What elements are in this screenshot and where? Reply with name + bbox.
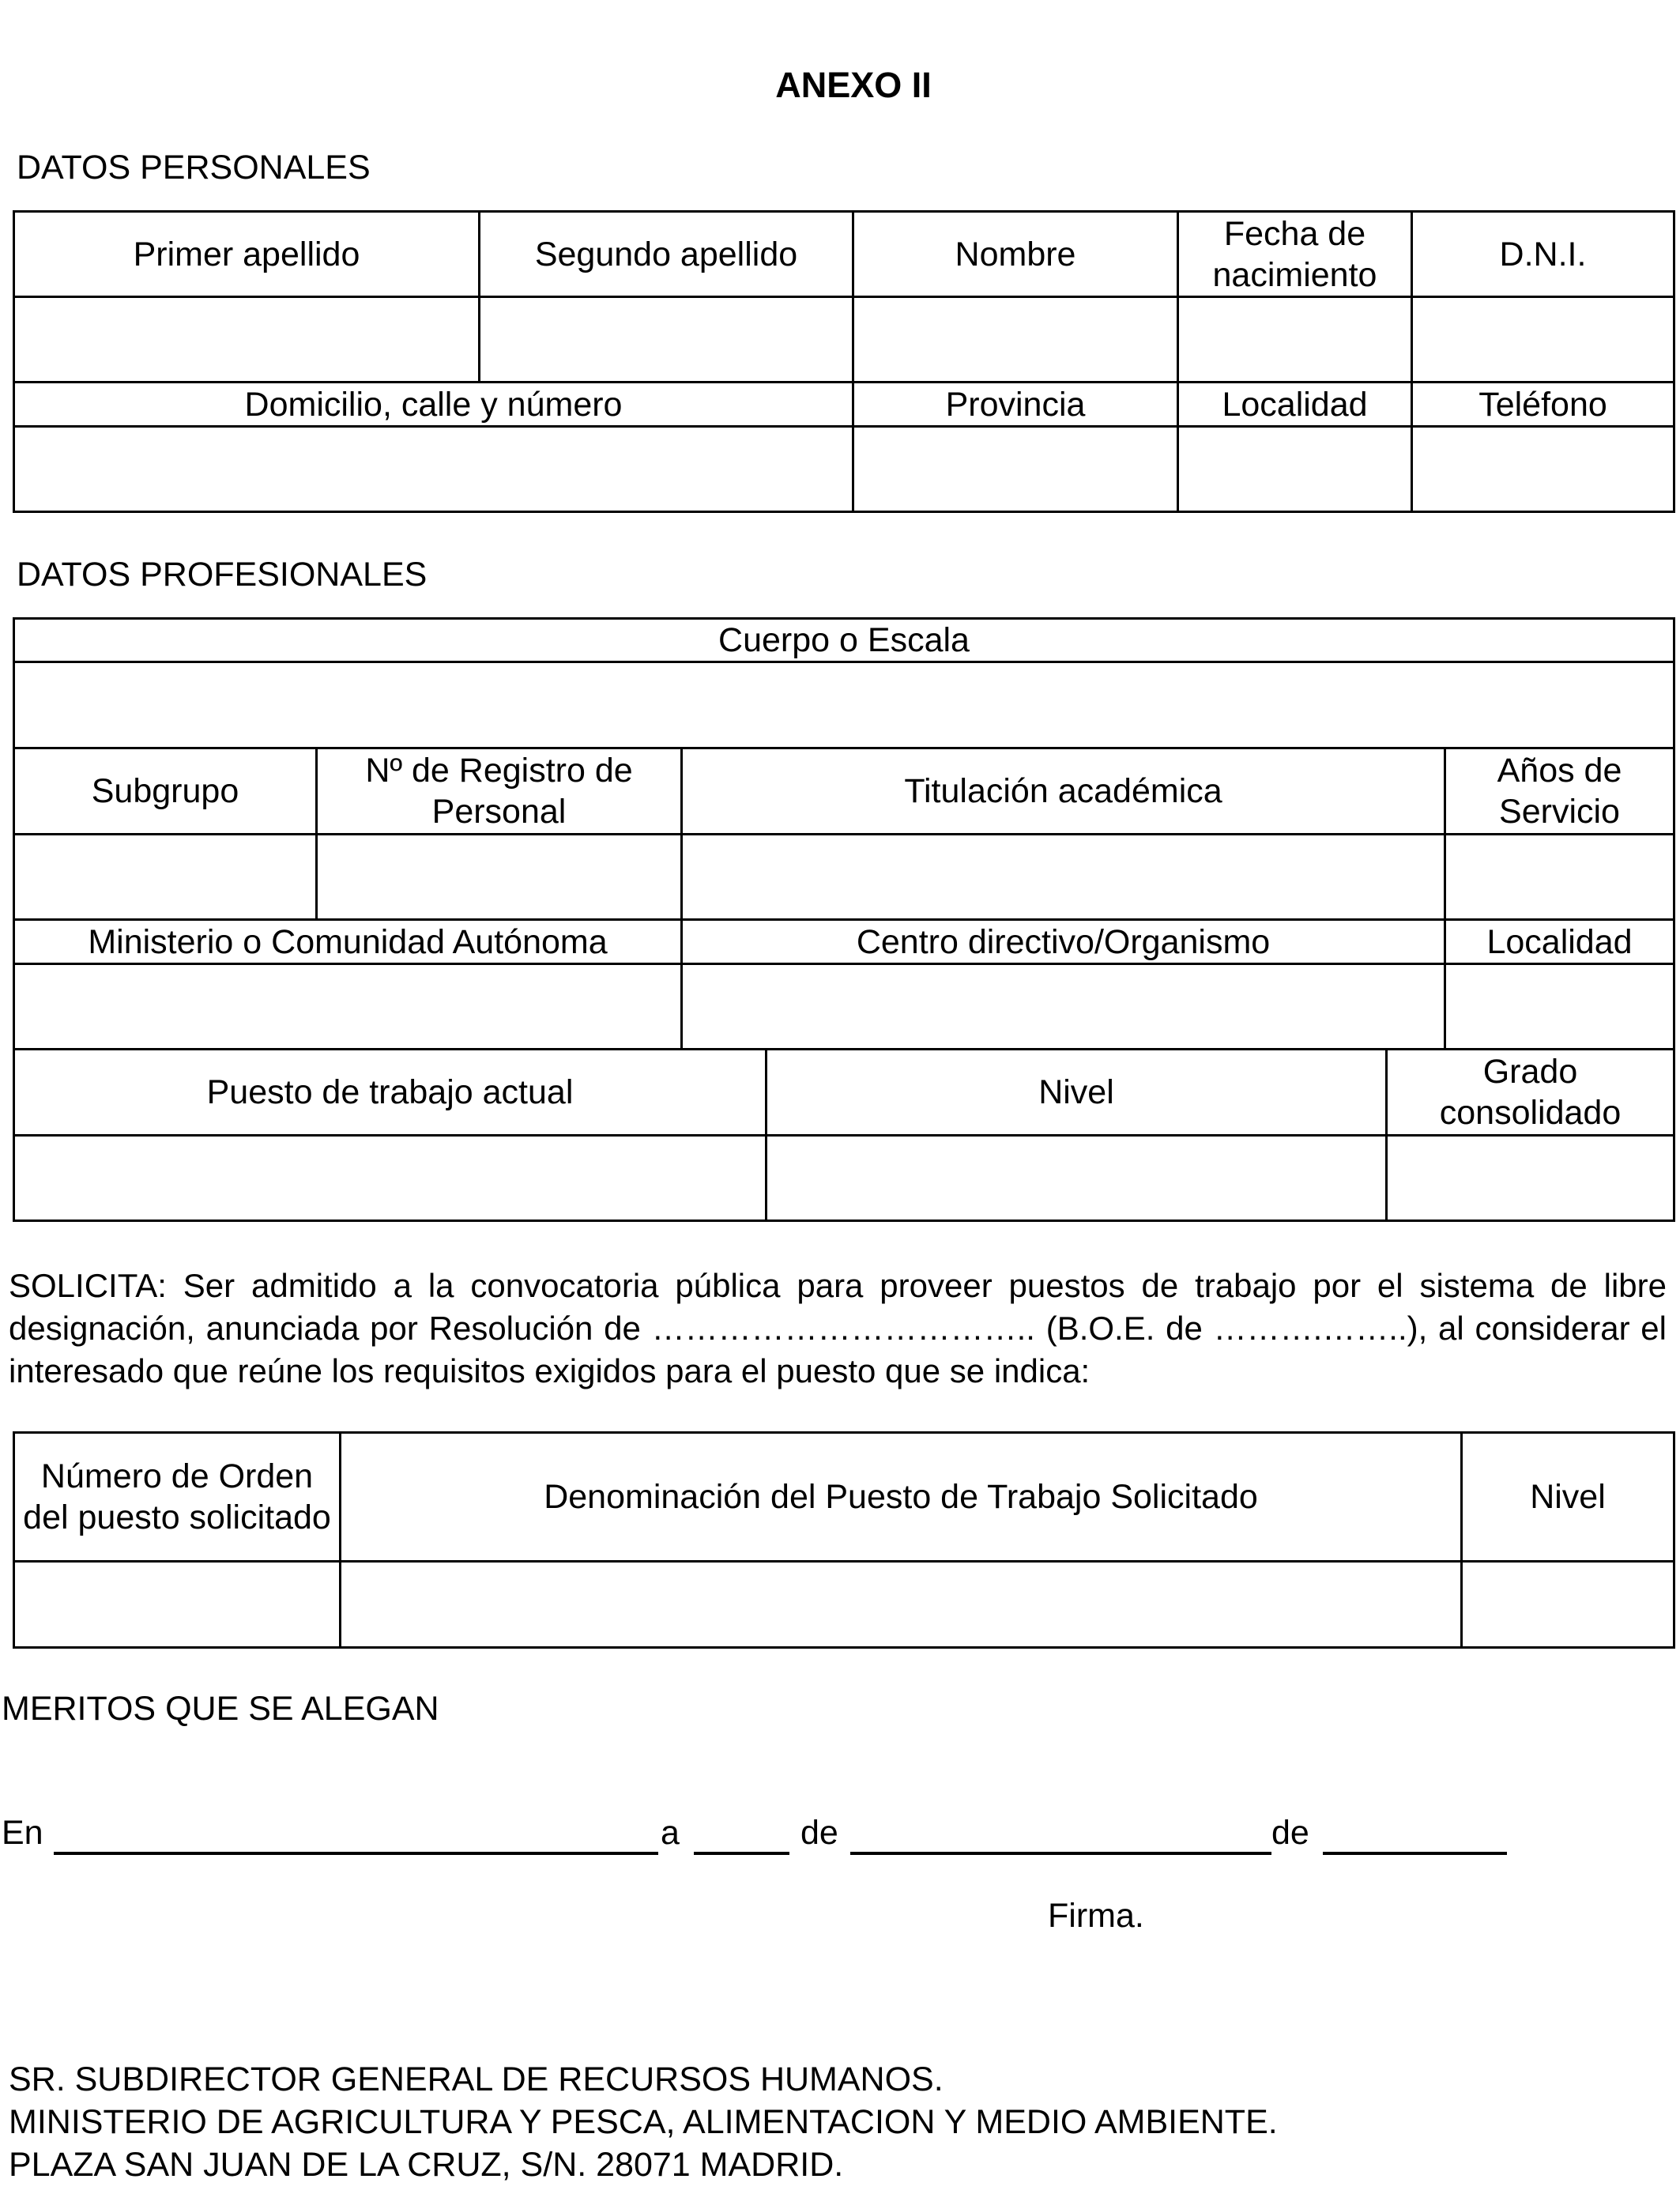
field-provincia[interactable] [853, 427, 1178, 512]
header-nombre: Nombre [853, 212, 1178, 297]
header-numero-orden: Número de Orden del puesto solicitado [14, 1433, 341, 1562]
field-numero-orden[interactable] [14, 1562, 341, 1648]
header-localidad-profesional: Localidad [1445, 920, 1674, 964]
field-localidad-profesional[interactable] [1445, 964, 1674, 1050]
field-titulacion[interactable] [682, 835, 1445, 920]
requested-position-table [13, 1431, 1675, 1649]
field-cuerpo-escala[interactable] [14, 662, 1674, 748]
page-title: ANEXO II [775, 65, 932, 105]
field-subgrupo[interactable] [14, 835, 317, 920]
day-blank[interactable] [694, 1852, 789, 1855]
header-cuerpo-escala: Cuerpo o Escala [14, 619, 1674, 662]
field-nivel[interactable] [767, 1136, 1387, 1221]
header-provincia: Provincia [853, 383, 1178, 427]
header-puesto-actual: Puesto de trabajo actual [14, 1050, 767, 1136]
professional-data-table [13, 617, 1675, 1222]
personal-data-table [13, 210, 1675, 513]
date-line-a: a [661, 1814, 680, 1852]
month-blank[interactable] [850, 1852, 1271, 1855]
field-domicilio[interactable] [14, 427, 853, 512]
header-subgrupo: Subgrupo [14, 748, 317, 835]
header-telefono: Teléfono [1412, 383, 1674, 427]
header-registro-personal: Nº de Registro de Personal [317, 748, 682, 835]
meritos-heading: MERITOS QUE SE ALEGAN [2, 1690, 439, 1728]
field-puesto-actual[interactable] [14, 1136, 767, 1221]
year-blank[interactable] [1323, 1852, 1507, 1855]
field-centro-directivo[interactable] [682, 964, 1445, 1050]
header-localidad: Localidad [1178, 383, 1412, 427]
field-registro-personal[interactable] [317, 835, 682, 920]
address-line-1: SR. SUBDIRECTOR GENERAL DE RECURSOS HUMANOS. [9, 2060, 944, 2098]
field-grado-consolidado[interactable] [1387, 1136, 1674, 1221]
header-ministerio: Ministerio o Comunidad Autónoma [14, 920, 682, 964]
personal-data-heading: DATOS PERSONALES [17, 149, 371, 187]
field-dni[interactable] [1412, 297, 1674, 383]
field-nombre[interactable] [853, 297, 1178, 383]
professional-data-heading: DATOS PROFESIONALES [17, 556, 428, 594]
header-domicilio: Domicilio, calle y número [14, 383, 853, 427]
header-centro-directivo: Centro directivo/Organismo [682, 920, 1445, 964]
header-denominacion-puesto: Denominación del Puesto de Trabajo Solicitado [341, 1433, 1462, 1562]
field-ministerio[interactable] [14, 964, 682, 1050]
field-denominacion-puesto[interactable] [341, 1562, 1462, 1648]
field-localidad[interactable] [1178, 427, 1412, 512]
header-nivel: Nivel [767, 1050, 1387, 1136]
header-grado-consolidado: Grado consolidado [1387, 1050, 1674, 1136]
address-line-2: MINISTERIO DE AGRICULTURA Y PESCA, ALIMENTACION Y MEDIO AMBIENTE. [9, 2103, 1278, 2141]
date-line-de-2: de [1271, 1814, 1309, 1852]
header-titulacion: Titulación académica [682, 748, 1445, 835]
header-primer-apellido: Primer apellido [14, 212, 480, 297]
date-line-de-1: de [800, 1814, 838, 1852]
header-fecha-nacimiento: Fecha de nacimiento [1178, 212, 1412, 297]
header-anos-servicio: Años de Servicio [1445, 748, 1674, 835]
signature-label: Firma. [1048, 1897, 1144, 1935]
field-fecha-nacimiento[interactable] [1178, 297, 1412, 383]
field-segundo-apellido[interactable] [480, 297, 853, 383]
header-dni: D.N.I. [1412, 212, 1674, 297]
address-line-3: PLAZA SAN JUAN DE LA CRUZ, S/N. 28071 MADRID. [9, 2146, 844, 2184]
place-blank[interactable] [54, 1852, 658, 1855]
field-primer-apellido[interactable] [14, 297, 480, 383]
solicita-paragraph: SOLICITA: Ser admitido a la convocatoria pública para proveer puestos de trabajo por el sistema de libre designación, anunciada por Resolución de …………………………….. (B.O.E. de ……….……..), al considerar el interesado que reúne los requisitos exigidos para el puesto que se indica: [9, 1267, 1667, 1389]
header-segundo-apellido: Segundo apellido [480, 212, 853, 297]
field-telefono[interactable] [1412, 427, 1674, 512]
header-nivel-puesto: Nivel [1462, 1433, 1674, 1562]
date-line-en: En [2, 1814, 43, 1852]
field-nivel-puesto[interactable] [1462, 1562, 1674, 1648]
field-anos-servicio[interactable] [1445, 835, 1674, 920]
